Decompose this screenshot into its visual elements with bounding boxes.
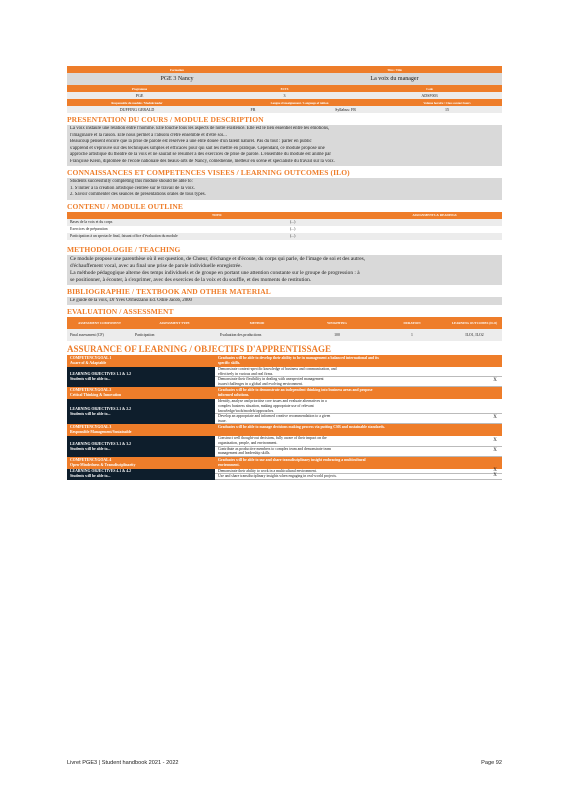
assignments-header: ASSIGNMENTS & READINGS [412, 213, 457, 217]
evaluation-row [67, 329, 502, 341]
eval-method: Evaluation des productions [220, 332, 262, 337]
competency-goal-label: COMPETENCYGOAL 4 [70, 457, 112, 462]
content-topic: Bases de la voix et du corps [70, 220, 113, 224]
presentation-line: approche artistique du théâtre de la voix et ne saurait se résumer à des exercices de prise de parole. L'ensemble du module est animé par [70, 152, 331, 157]
title-value: La voix du manager [370, 76, 419, 82]
page-footer [67, 760, 502, 766]
competency-goal-text: environment. [218, 462, 240, 467]
methodology-title: METHODOLOGIE / TEACHING [67, 244, 181, 254]
competency-goal-row [67, 424, 502, 436]
eval-type: Participation [135, 333, 155, 337]
eval-duration: 1 [411, 333, 413, 337]
bibliography-title: BIBLIOGRAPHIE / TEXTBOOK AND OTHER MATERIAL [67, 286, 271, 296]
formation-label: Formation [170, 67, 184, 72]
bibliography-line: Le guide de la voix, Dr Yves Ormezzano Ed. Odile Jacob, 2000 [70, 297, 192, 303]
programme-label: Programme [131, 86, 148, 91]
methodology-text [67, 255, 502, 285]
objective-row [215, 367, 502, 377]
objective-text: issues/challenges in a global and evolving environment. [218, 381, 303, 386]
competency-goal-label: COMPETENCYGOAL 1 [70, 356, 112, 360]
learning-objectives-label: LEARNING OBJECTIVES 3.1 & 3.2 [70, 441, 131, 446]
objective-check: X [493, 473, 497, 479]
formation-value: PGE 3 Nancy [160, 76, 194, 82]
competency-goal-name: Responsible Management/Sustainable [70, 430, 132, 435]
learning-objectives-label: LEARNING OBJECTIVES 4.1 & 4.2 [70, 469, 131, 474]
presentation-text [67, 125, 502, 166]
learning-objectives-sub: Students will be able to... [70, 377, 111, 382]
code-value: ADSF003 [421, 93, 438, 98]
content-assign: (...) [290, 220, 296, 224]
language-value: FR [250, 107, 256, 112]
presentation-line: La voix instaure une relation entre l'homme. Elle touche tous les aspects de notre existence. Elle est le lien essentiel entre les émotions, [70, 126, 330, 131]
objective-check: X [493, 467, 497, 473]
presentation-line: l'imaginaire et la raison. Elle nous permet à l'absolu d'être ensemble et d'être soi... [70, 132, 227, 138]
methodology-line: Ce module propose une parenthèse où il est question, de Chœur, d'échange et d'écoute, du corps qui parle, de l'image de soi et des autres, [70, 255, 366, 262]
objective-text: issue. [218, 418, 227, 423]
content-row [67, 233, 502, 240]
competency-goal-name: Open-Mindedness & Transdisciplinarity [70, 462, 136, 467]
competency-goal-text: Graduates will be able to use and share transdisciplinary insight embracing a multicultural [218, 457, 366, 462]
bibliography-text [67, 297, 502, 306]
evaluation-table-header [67, 317, 502, 329]
learning-objectives-row [67, 367, 502, 387]
programme-header-row [67, 85, 502, 92]
objective-text: effectively in various and real firms. [218, 371, 274, 376]
objective-text: Demonstrate context-specific knowledge of business and communication, and [218, 367, 337, 371]
formation-header-row [67, 66, 502, 73]
methodology-line: se positionner, à écouter, à s'exprimer, avec des exercices de la voix et du souffle, et des moments de restitution. [70, 276, 312, 283]
programme-value: PGE [135, 93, 144, 98]
language-label: Langue d'enseignement / Language of tuition [270, 100, 329, 105]
competency-goal-name: Critical Thinking & Innovation [70, 393, 122, 398]
competency-goal-row [67, 457, 502, 469]
title-label: Titre / Title [387, 67, 402, 72]
eval-weighting: 100 [334, 333, 340, 337]
learning-objectives-sub: Students will be able to... [70, 446, 111, 451]
objective-check: X [493, 378, 497, 384]
hours-label: Volume horaire / Class contact hours [423, 100, 471, 105]
leader-value: DUFFING GERALD [119, 107, 155, 112]
objective-text: Demonstrate their ability to work in a multicultural environment. [218, 468, 317, 473]
objective-check [488, 367, 502, 376]
programme-value-row [67, 92, 502, 99]
objective-text: organization, people, and environment. [218, 440, 278, 445]
competency-goal-text: informed solutions. [218, 393, 250, 398]
learning-objectives-row [67, 469, 502, 480]
ects-label: ECTS [280, 86, 289, 91]
content-topic: Exercices de préparation [70, 227, 108, 231]
presentation-title: PRESENTATION DU COURS / MODULE DESCRIPTION [67, 115, 264, 124]
eval-ilo: ILO1, ILO2 [465, 333, 484, 337]
evaluation-title: EVALUATION / ASSESSMENT [67, 307, 174, 316]
objective-row [215, 399, 502, 414]
presentation-line: Françoise Klein, diplômée de l'école nationale des beaux-arts de Nancy, comédienne, metteur en scène et spécialiste du travail sur la voix. [70, 158, 335, 164]
presentation-line: Beaucoup pensent encore que la prise de parole est réservée à une élite douée d'un talent naturel. Pas du tout : parler en public [70, 139, 312, 144]
competency-goal-text: Graduates will be able to develop their ability to be in management a balanced international and its [218, 356, 379, 360]
content-row [67, 219, 502, 226]
content-row [67, 226, 502, 233]
topic-header: TOPIC [211, 213, 223, 217]
presentation-line: s'apprend et s'éprouve sur des techniques simples et efficaces pour qui sait les mettre en pratique. Cependant, ce module propose une [70, 145, 325, 151]
objective-row [215, 414, 502, 424]
eval-weighting-header: WEIGHTING [327, 321, 347, 325]
competency-goal-text: Graduates will be able to demonstrate an independent thinking into business areas and propose [218, 388, 373, 393]
objective-text: Use and share transdisciplinary insights when engaging in real-world projects. [218, 474, 337, 479]
outcomes-line: 2. Savoir commenter des séances de présentations orales de tous types. [70, 192, 206, 197]
objective-check [488, 399, 502, 413]
outcomes-title: CONNAISSANCES ET COMPETENCES VISEES / LEARNING OUTCOMES (ILO) [67, 168, 350, 177]
learning-objectives-sub: Students will be able to... [70, 474, 111, 479]
content-assign: (...) [290, 234, 296, 238]
objective-check: X [493, 447, 497, 453]
eval-type-header: ASSESSMENT TYPE [159, 321, 190, 325]
eval-component-header: ASSESSMENT COMPONENT [78, 321, 121, 325]
objective-check: X [493, 437, 497, 443]
footer-page-number: Page 92 [481, 760, 502, 766]
content-title: CONTENU / MODULE OUTLINE [67, 201, 183, 211]
eval-ilo-header: LEARNING OUTCOMES (ILO) [451, 321, 498, 325]
competency-goal-label: COMPETENCYGOAL 3 [70, 425, 112, 430]
learning-objectives-sub: Students will be able to... [70, 411, 111, 416]
content-assign: (...) [290, 227, 296, 231]
objective-row [215, 377, 502, 387]
learning-objectives-label: LEARNING OBJECTIVES 1.1 & 1.2 [70, 372, 131, 377]
competency-goal-row [67, 355, 502, 367]
code-label: Code [426, 86, 433, 91]
outcomes-line: Students successfully completing this module should be able to: [70, 179, 193, 184]
methodology-line: d'échauffement vocal, avec au final une prise de parole individuelle enregistrée. [70, 262, 242, 269]
competency-goal-label: COMPETENCYGOAL 2 [70, 388, 112, 393]
eval-duration-header: DURATION [403, 321, 421, 325]
competency-goal-name: Aware of & Adaptable [70, 361, 107, 365]
syllabus-page [67, 66, 502, 480]
aol-title: ASSURANCE OF LEARNING / OBJECTIFS D'APPRENTISSAGE [67, 344, 331, 354]
methodology-line: La méthode pédagogique alterne des temps individuels et de groupe en portant une attention constante sur le groupe de progression : à [70, 269, 360, 276]
responsible-header-row [67, 99, 502, 106]
leader-label: Responsable du module / Module leader [111, 100, 163, 105]
outcomes-text [67, 178, 502, 200]
competency-goal-text: specific skills. [218, 361, 241, 365]
formation-value-row [67, 73, 502, 85]
ects-value: 3 [283, 93, 286, 98]
outcomes-line: 1. S'initier à la création artistique centrée sur le travail de la voix. [70, 185, 196, 191]
eval-component: Final assessment (CF) [70, 333, 104, 337]
eval-method-header: METHOD [249, 321, 265, 325]
competency-goal-row [67, 387, 502, 399]
objective-text: Identify, analyse and prioritise core issues and evaluate alternatives in a [218, 399, 327, 404]
competency-goal-text: Graduates will be able to manage decisions making process via putting CSR and sustainable standards. [218, 425, 385, 430]
learning-objectives-label: LEARNING OBJECTIVES 2.1 & 2.2 [70, 406, 131, 411]
learning-objectives-row [67, 436, 502, 456]
objective-text: Contribute as productive members to complex team and demonstrate team [218, 446, 331, 451]
objective-text: management and leadership skills. [218, 451, 271, 456]
syllabus-language-value: Syllabus: FR [335, 107, 356, 112]
objective-text: Demonstrate their flexibility in dealing with unexpected management [218, 377, 324, 382]
footer-handbook-label: Livret PGE3 | Student handbook 2021 - 2022 [67, 760, 179, 766]
responsible-value-row [67, 106, 502, 113]
learning-objectives-row [67, 399, 502, 424]
objective-text: Construct well thought-out decisions, fully aware of their impact on the [218, 436, 327, 441]
objective-row [215, 447, 502, 457]
content-table-header [67, 212, 502, 219]
hours-value: 15 [445, 107, 449, 112]
objective-row [215, 474, 502, 480]
objective-text: Develop an appropriate and informed creative recommendation to a given [218, 414, 331, 419]
content-topic: Participation à un spectacle final, faisant office d'évaluation du module [70, 234, 178, 238]
objective-text: knowledge/tools/models/approaches. [218, 408, 275, 413]
objective-check: X [493, 415, 497, 421]
objective-text: complex business situation, making appropriate use of relevant [218, 403, 314, 408]
objective-row [215, 436, 502, 446]
